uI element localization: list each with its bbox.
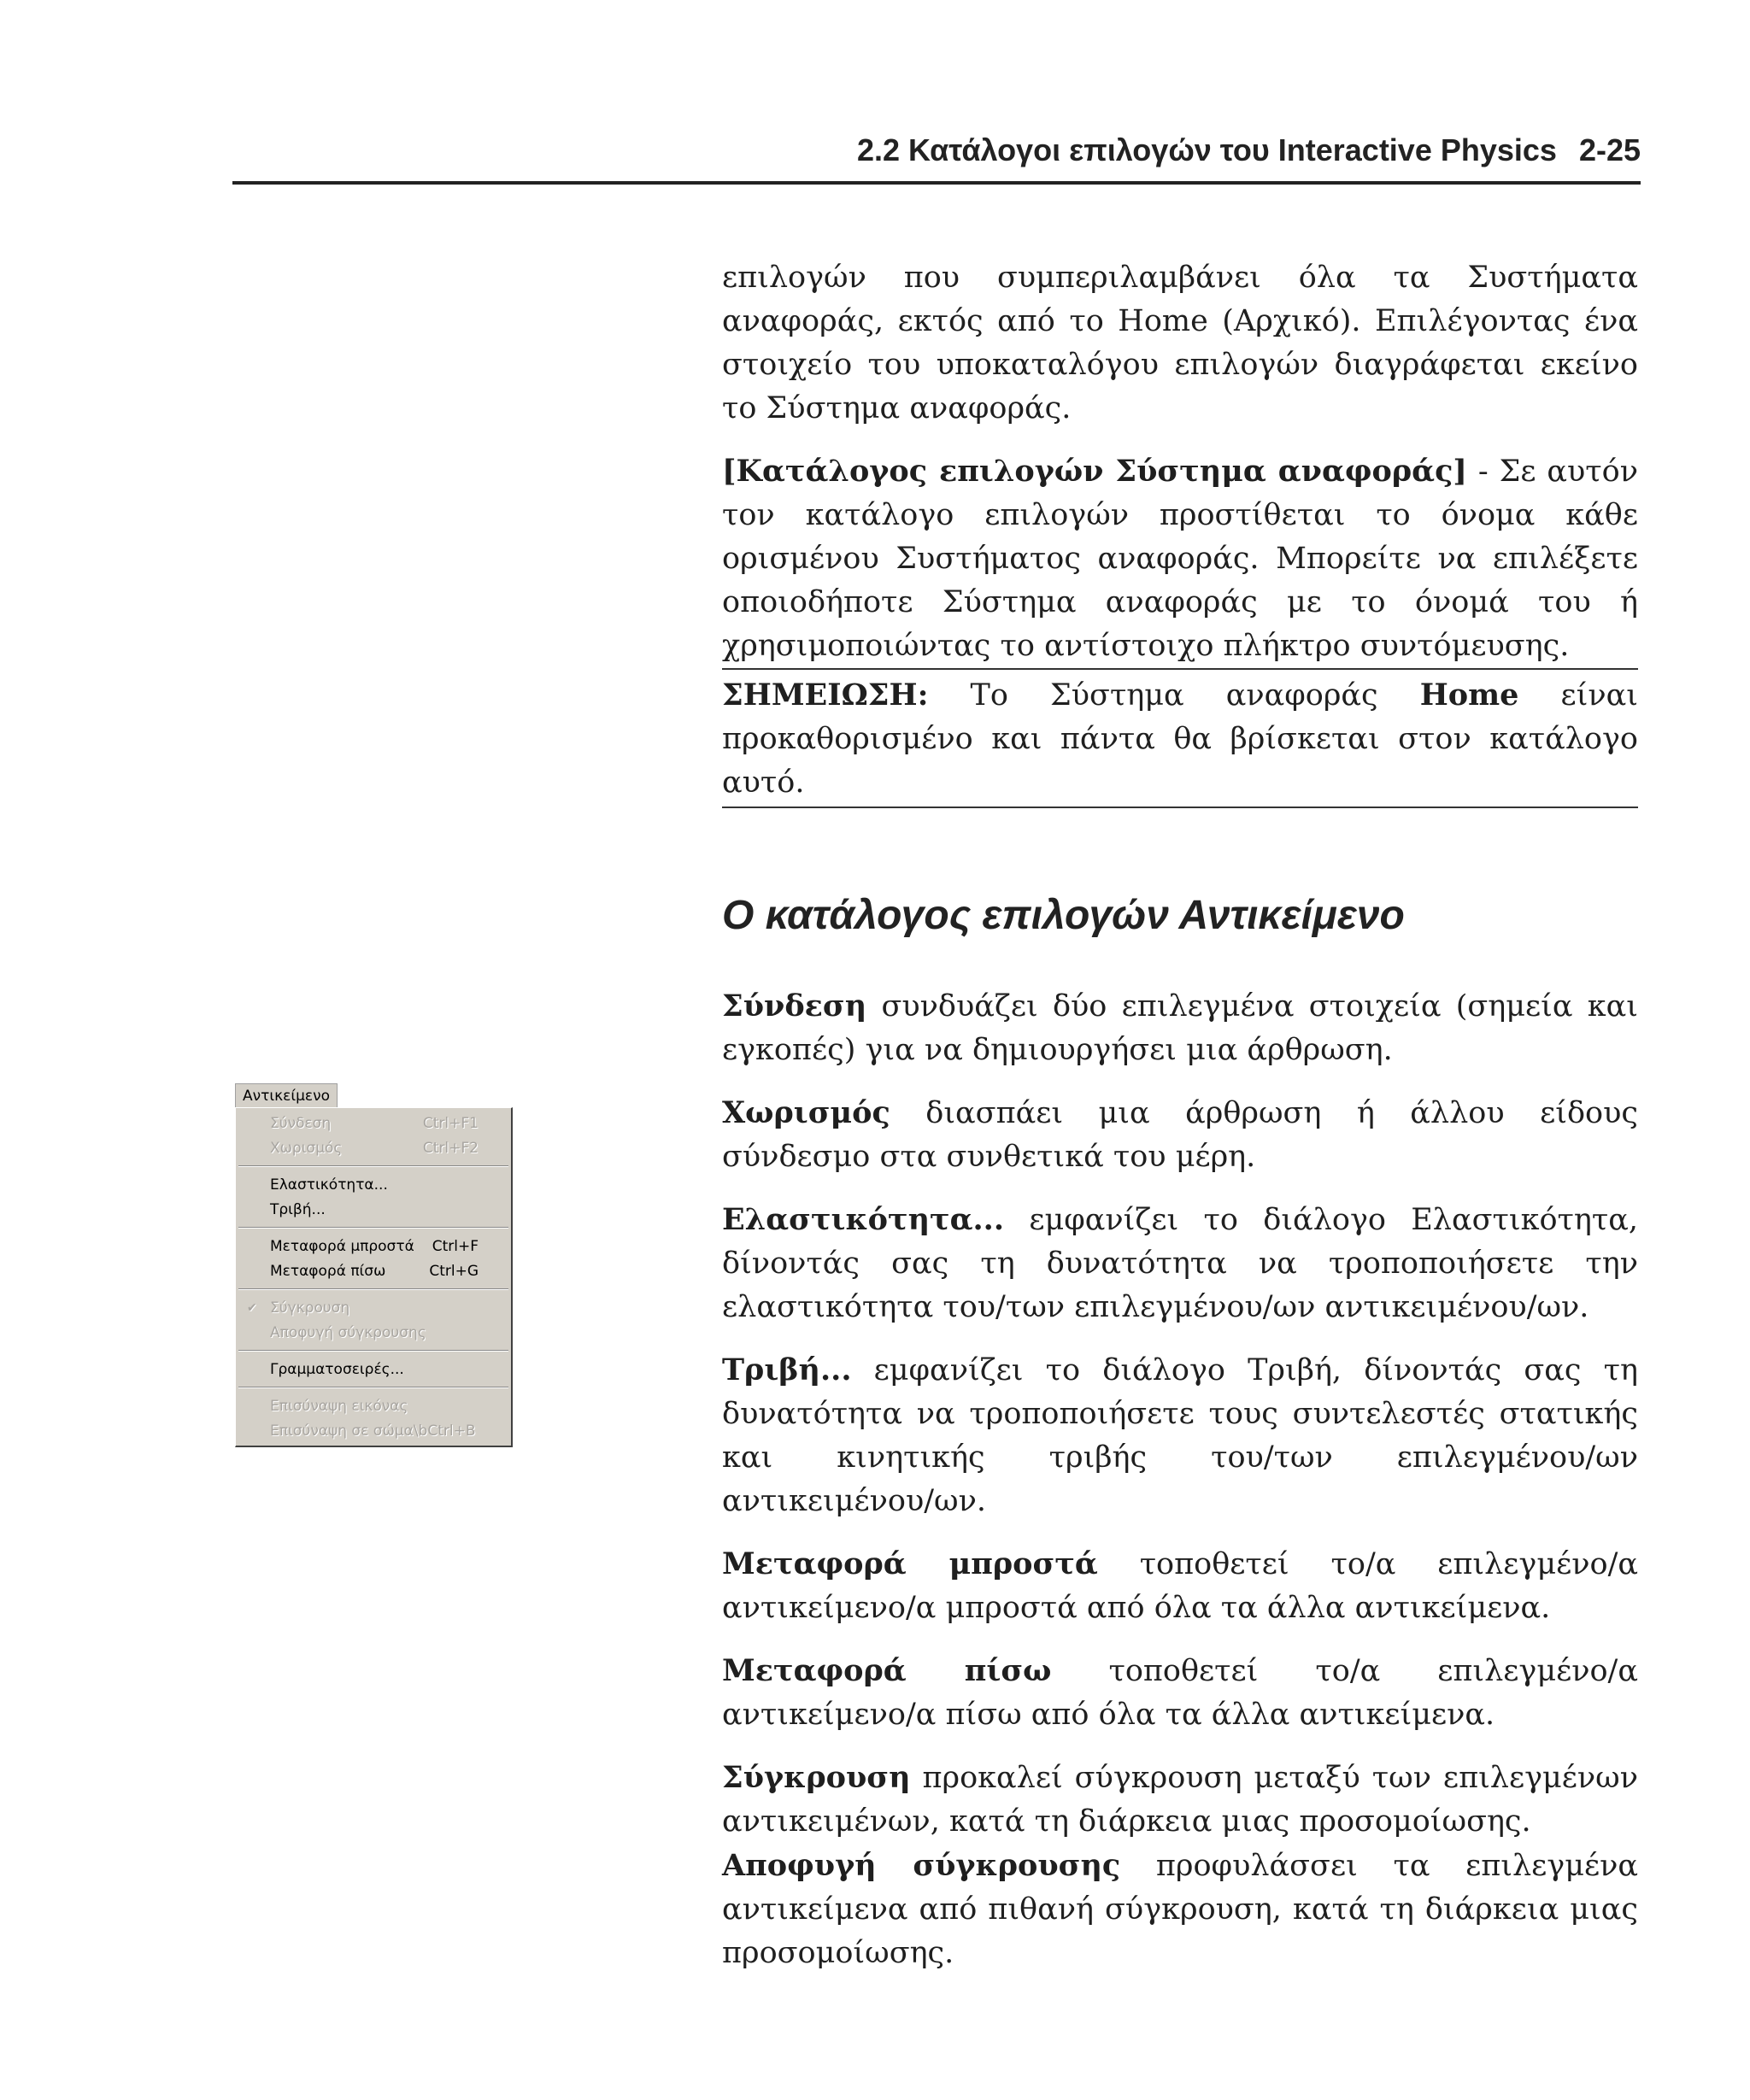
menu-item-label: Ελαστικότητα... <box>270 1176 388 1194</box>
item-text: τοποθετεί το/α επιλεγμένο/α αντικείμενο/α πίσω από όλα τα άλλα αντικείμενα. <box>722 1654 1638 1732</box>
menu-separator <box>238 1350 508 1352</box>
item-text: προκαλεί σύγκρουση μεταξύ των επιλεγμένων αντικειμένων, κατά τη διάρκεια μιας προσομοίωσης. <box>722 1761 1638 1839</box>
section-title: Ο κατάλογος επιλογών Αντικείμενο <box>722 893 1405 938</box>
menu-item-label: Χωρισμός <box>270 1139 343 1157</box>
menu-item-label: Μεταφορά μπροστά <box>270 1237 414 1255</box>
menu-item <box>236 1295 511 1320</box>
checkmark-icon: ✔ <box>247 1300 257 1315</box>
item-text: προφυλάσσει τα επιλεγμένα αντικείμενα από πιθανή σύγκρουση, κατά τη διάρκεια μιας προσομοίωσης. <box>722 1849 1638 1970</box>
menu-item-shortcut: Ctrl+F <box>432 1237 479 1255</box>
menu-item-label: Σύγκρουση <box>270 1299 350 1317</box>
item-term: Ελαστικότητα... <box>722 1202 1005 1237</box>
menu-item-label: Σύνδεση <box>270 1114 332 1132</box>
menu-item-label: Επισύναψη σε σώμα\bCtrl+B <box>270 1422 476 1440</box>
header-title: 2.2 Κατάλογοι επιλογών του Interactive Physics <box>856 132 1557 167</box>
paragraph-reference-systems: επιλογών που συμπεριλαμβάνει όλα τα Συστήματα αναφοράς, εκτός από το Home (Αρχικό). Επιλέγοντας ένα στοιχείο του υποκαταλόγου επιλογών διαγράφεται εκείνο το Σύστημα αναφοράς. <box>722 261 1638 425</box>
item-text: συνδυάζει δύο επιλεγμένα στοιχεία (σημεία και εγκοπές) για να δημιουργήσει μια άρθρωση. <box>722 989 1638 1067</box>
page-number: 2-25 <box>1578 132 1641 167</box>
menu-item <box>236 1320 511 1345</box>
item-term: Μεταφορά μπροστά <box>722 1546 1098 1581</box>
description: - Σε αυτόν τον κατάλογο επιλογών προστίθεται το όνομα κάθε ορισμένου Συστήματος αναφοράς. Μπορείτε να επιλέξετε οποιοδήποτε Σύστημα αναφοράς με το όνομά του ή χρησιμοποιώντας το αντίστοιχο πλήκτρο συντόμευσης. <box>722 455 1638 663</box>
item-description <box>722 1844 1638 1975</box>
object-menu-screenshot <box>235 1083 513 1447</box>
note-text: ΣΗΜΕΙΩΣΗ: Το Σύστημα αναφοράς Home είναι προκαθορισμένο και πάντα θα βρίσκεται στον κατάλογο αυτό. <box>722 678 1638 800</box>
item-term: Τριβή... <box>722 1352 852 1387</box>
menu-item[interactable] <box>236 1197 511 1222</box>
item-description <box>722 1348 1638 1523</box>
item-description <box>722 1756 1638 1844</box>
menu-item-shortcut: Ctrl+F1 <box>422 1114 479 1132</box>
menu-item[interactable] <box>236 1172 511 1197</box>
item-term: Χωρισμός <box>722 1095 890 1130</box>
menu-item <box>236 1111 511 1135</box>
menu-separator <box>238 1288 508 1290</box>
note-home: Home <box>1419 678 1519 713</box>
item-description <box>722 1198 1638 1329</box>
menu-item <box>236 1135 511 1160</box>
menu-item <box>236 1393 511 1418</box>
menu-item-label: Επισύναψη εικόνας <box>270 1397 408 1415</box>
paragraph-reference-menu <box>722 449 1638 668</box>
item-text: εμφανίζει το διάλογο Ελαστικότητα, δίνοντάς σας τη δυνατότητα να τροποποιήσετε την ελαστικότητα του/των επιλεγμένου/ων αντικειμένου/ων. <box>722 1203 1638 1324</box>
menu-dropdown <box>235 1107 513 1447</box>
item-text: τοποθετεί το/α επιλεγμένο/α αντικείμενο/α μπροστά από όλα τα άλλα αντικείμενα. <box>722 1547 1638 1625</box>
item-descriptions <box>722 984 1638 1975</box>
menu-item[interactable] <box>236 1234 511 1258</box>
menu-title[interactable]: Αντικείμενο <box>235 1083 338 1107</box>
item-term: Σύγκρουση <box>722 1760 911 1795</box>
menu-item-label: Τριβή... <box>270 1200 326 1218</box>
menu-separator <box>238 1387 508 1388</box>
item-description <box>722 1649 1638 1737</box>
item-term: Αποφυγή σύγκρουσης <box>722 1848 1121 1883</box>
item-term: Μεταφορά πίσω <box>722 1653 1052 1688</box>
running-header <box>232 120 1641 185</box>
menu-item-label: Γραμματοσειρές... <box>270 1360 404 1378</box>
menu-item-shortcut: Ctrl+F2 <box>422 1139 479 1157</box>
menu-separator <box>238 1165 508 1167</box>
menu-item-label: Αποφυγή σύγκρουσης <box>270 1323 426 1341</box>
menu-item[interactable] <box>236 1357 511 1381</box>
item-description <box>722 1542 1638 1630</box>
menu-item-shortcut: Ctrl+G <box>429 1262 479 1280</box>
term: [Κατάλογος επιλογών Σύστημα αναφοράς] <box>722 454 1467 489</box>
menu-item-label: Μεταφορά πίσω <box>270 1262 386 1280</box>
menu-separator <box>238 1227 508 1229</box>
note-box <box>722 668 1638 808</box>
item-term: Σύνδεση <box>722 988 867 1024</box>
item-description <box>722 1091 1638 1179</box>
item-description <box>722 984 1638 1072</box>
item-text: εμφανίζει το διάλογο Τριβή, δίνοντάς σας τη δυνατότητα να τροποποιήσετε τους συντελεστές στατικής και κινητικής τριβής του/των επιλεγμένου/ων αντικειμένου/ων. <box>722 1353 1638 1518</box>
main-column <box>722 256 1638 1994</box>
item-text: διασπάει μια άρθρωση ή άλλου είδους σύνδεσμο στα συνθετικά του μέρη. <box>722 1096 1638 1174</box>
menu-item <box>236 1418 511 1443</box>
menu-item[interactable] <box>236 1258 511 1283</box>
note-label: ΣΗΜΕΙΩΣΗ: <box>722 678 929 713</box>
